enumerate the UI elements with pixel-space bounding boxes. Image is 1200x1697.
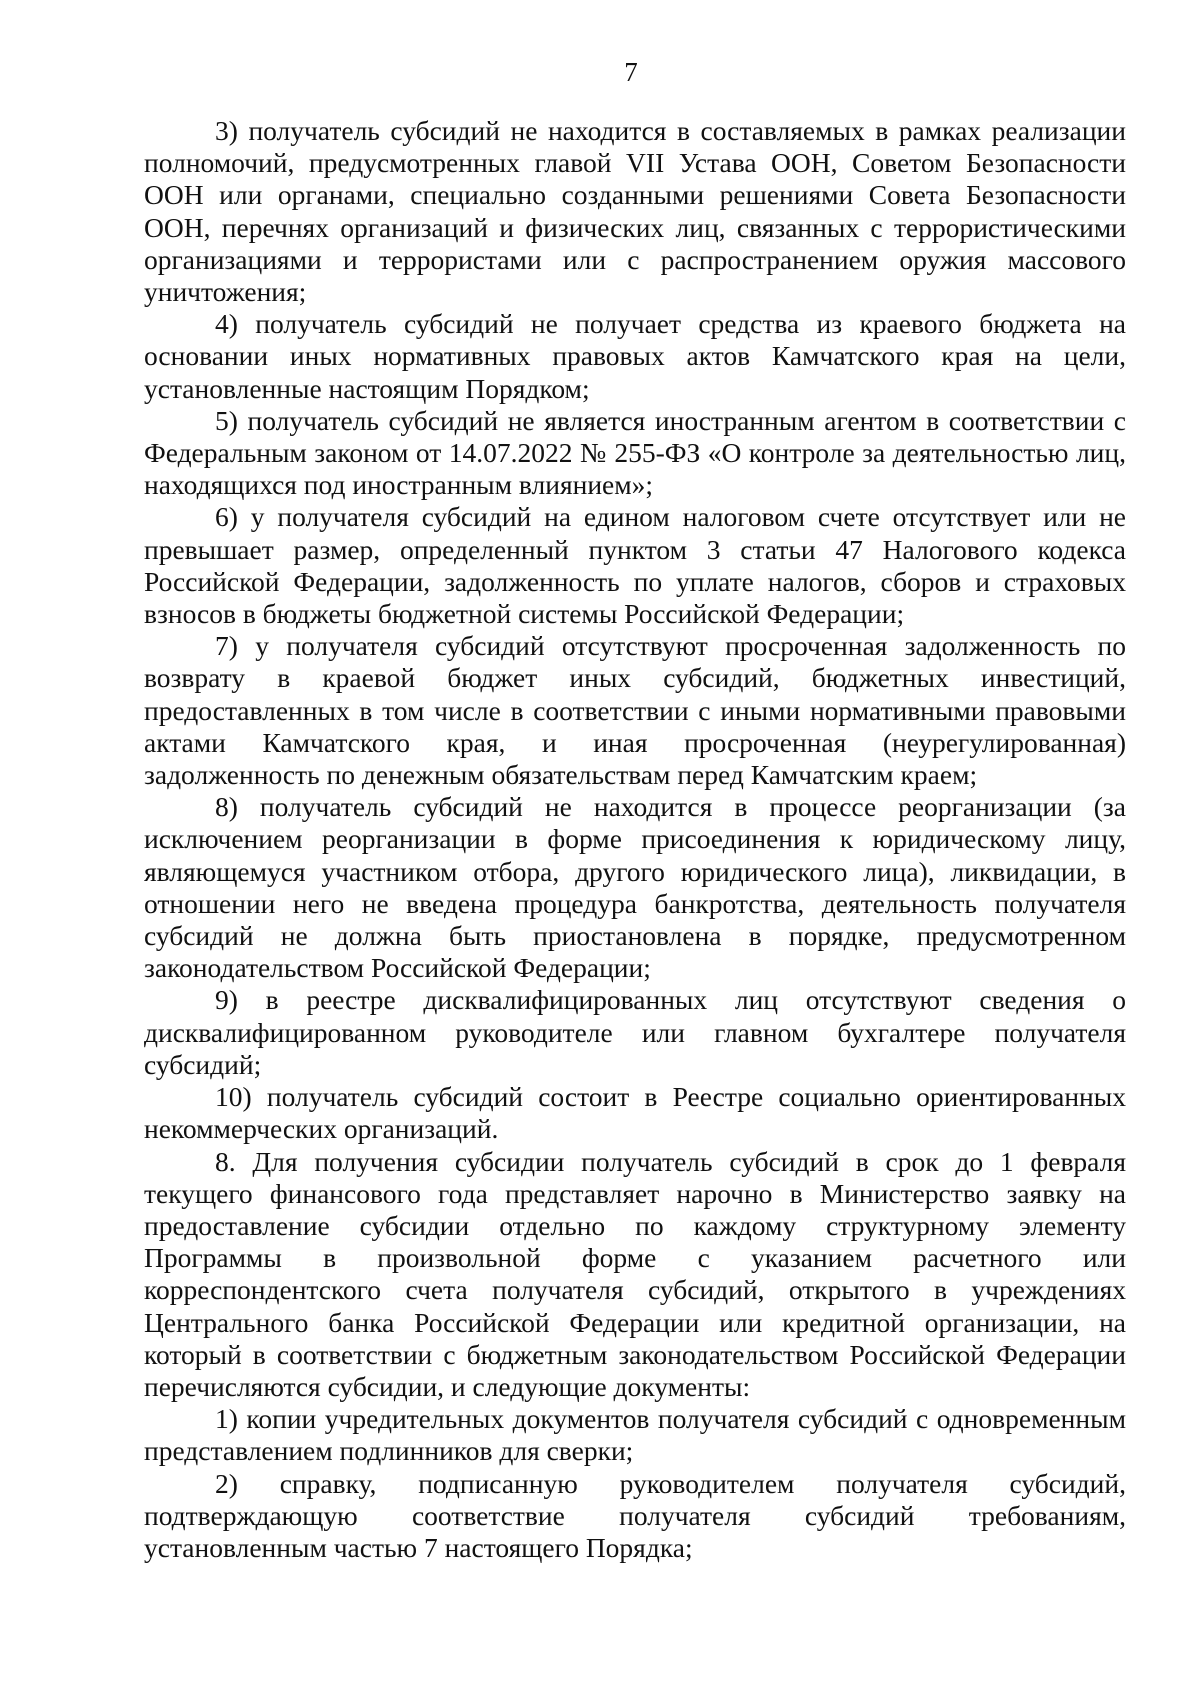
paragraph-item-7: 7) у получателя субсидий отсутствуют просроченная задолженность по возврату в краевой бюджет иных субсидий, бюджетных инвестиций, предоставленных в том числе в соответствии с иными нормативными правовыми актами Камчатского края, и иная просроченная (неурегулированная) задолженность по денежным обязательствам перед Камчатским краем; [144, 630, 1126, 791]
paragraph-doc-item-1: 1) копии учредительных документов получателя субсидий с одновременным представлением подлинников для сверки; [144, 1403, 1126, 1467]
paragraph-item-9: 9) в реестре дисквалифицированных лиц отсутствуют сведения о дисквалифицированном руководителе или главном бухгалтере получателя субсидий; [144, 984, 1126, 1080]
paragraph-item-8: 8) получатель субсидий не находится в процессе реорганизации (за исключением реорганизации в форме присоединения к юридическому лицу, являющемуся участником отбора, другого юридического лица), ликвидации, в отношении него не введена процедура банкротства, деятельность получателя субсидий не должна быть приостановлена в порядке, предусмотренном законодательством Российской Федерации; [144, 791, 1126, 984]
paragraph-item-6: 6) у получателя субсидий на едином налоговом счете отсутствует или не превышает размер, определенный пунктом 3 статьи 47 Налогового кодекса Российской Федерации, задолженность по уплате налогов, сборов и страховых взносов в бюджеты бюджетной системы Российской Федерации; [144, 501, 1126, 630]
paragraph-item-3: 3) получатель субсидий не находится в составляемых в рамках реализации полномочий, предусмотренных главой VII Устава ООН, Советом Безопасности ООН или органами, специально созданными решениями Совета Безопасности ООН, перечнях организаций и физических лиц, связанных с террористическими организациями и террористами или с распространением оружия массового уничтожения; [144, 115, 1126, 308]
paragraph-doc-item-2: 2) справку, подписанную руководителем получателя субсидий, подтверждающую соответствие получателя субсидий требованиям, установленным частью 7 настоящего Порядка; [144, 1467, 1126, 1563]
paragraph-item-10: 10) получатель субсидий состоит в Реестре социально ориентированных некоммерческих организаций. [144, 1081, 1126, 1145]
paragraph-item-4: 4) получатель субсидий не получает средства из краевого бюджета на основании иных нормативных правовых актов Камчатского края на цели, установленные настоящим Порядком; [144, 308, 1126, 404]
paragraph-section-8: 8. Для получения субсидии получатель субсидий в срок до 1 февраля текущего финансового года представляет нарочно в Министерство заявку на предоставление субсидии отдельно по каждому структурному элементу Программы в произвольной форме с указанием расчетного или корреспондентского счета получателя субсидий, открытого в учреждениях Центрального банка Российской Федерации или кредитной организации, на который в соответствии с бюджетным законодательством Российской Федерации перечисляются субсидии, и следующие документы: [144, 1145, 1126, 1402]
page-number: 7 [624, 57, 638, 87]
document-body [144, 115, 1126, 1564]
paragraph-item-5: 5) получатель субсидий не является иностранным агентом в соответствии с Федеральным законом от 14.07.2022 № 255-ФЗ «О контроле за деятельностью лиц, находящихся под иностранным влиянием»; [144, 404, 1126, 501]
